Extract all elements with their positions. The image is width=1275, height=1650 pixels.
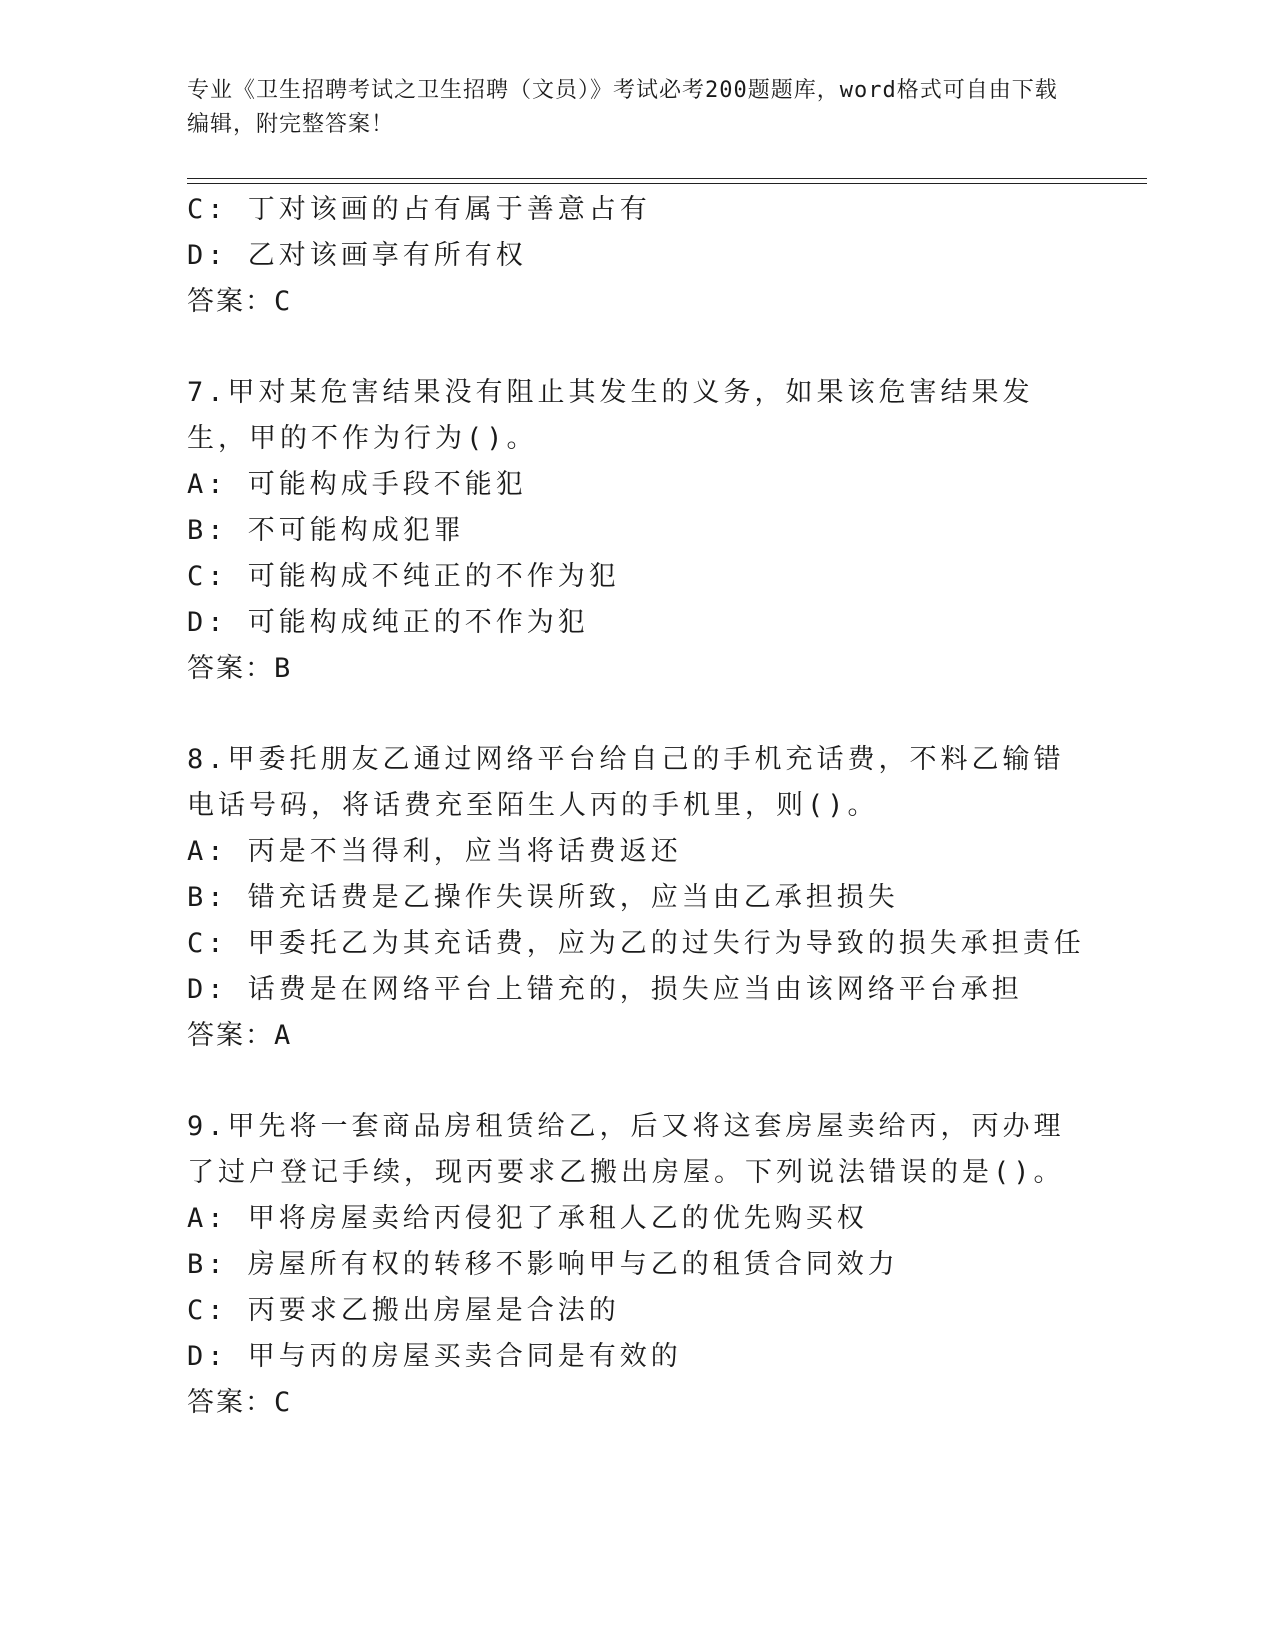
- question-block-8: [187, 737, 1087, 1059]
- option-d: D: 乙对该画享有所有权: [187, 240, 527, 271]
- question-block-9: [187, 1104, 1087, 1426]
- question-list: [187, 187, 1087, 1426]
- question-block-7: [187, 370, 1087, 692]
- option-c: C: 丙要求乙搬出房屋是合法的: [187, 1295, 620, 1326]
- option-b: B: 不可能构成犯罪: [187, 515, 465, 546]
- option-d: D: 话费是在网络平台上错充的，损失应当由该网络平台承担: [187, 974, 1023, 1005]
- answer-line: 答案：A: [187, 1020, 293, 1051]
- option-d: D: 甲与丙的房屋买卖合同是有效的: [187, 1341, 682, 1372]
- option-a: A: 可能构成手段不能犯: [187, 469, 527, 500]
- option-b: B: 错充话费是乙操作失误所致，应当由乙承担损失: [187, 882, 899, 913]
- option-c: C: 甲委托乙为其充话费，应为乙的过失行为导致的损失承担责任: [187, 928, 1085, 959]
- question-text: 8.甲委托朋友乙通过网络平台给自己的手机充话费，不料乙输错电话号码，将话费充至陌生人丙的手机里，则()。: [187, 744, 1065, 821]
- answer-line: 答案：C: [187, 1387, 293, 1418]
- answer-line: 答案：C: [187, 286, 293, 317]
- option-a: A: 丙是不当得利，应当将话费返还: [187, 836, 682, 867]
- document-header: 专业《卫生招聘考试之卫生招聘（文员）》考试必考200题题库，word格式可自由下载编辑，附完整答案！: [187, 78, 1058, 137]
- header-divider-bottom: [187, 183, 1147, 184]
- option-a: A: 甲将房屋卖给丙侵犯了承租人乙的优先购买权: [187, 1203, 868, 1234]
- option-c: C: 丁对该画的占有属于善意占有: [187, 194, 651, 225]
- question-text: 9.甲先将一套商品房租赁给乙，后又将这套房屋卖给丙，丙办理了过户登记手续，现丙要求乙搬出房屋。下列说法错误的是()。: [187, 1111, 1065, 1188]
- option-d: D: 可能构成纯正的不作为犯: [187, 607, 589, 638]
- option-b: B: 房屋所有权的转移不影响甲与乙的租赁合同效力: [187, 1249, 899, 1280]
- question-block-6-continued: [187, 187, 1087, 325]
- question-text: 7.甲对某危害结果没有阻止其发生的义务，如果该危害结果发生，甲的不作为行为()。: [187, 377, 1034, 454]
- answer-line: 答案：B: [187, 653, 293, 684]
- header-divider-top: [187, 178, 1147, 179]
- option-c: C: 可能构成不纯正的不作为犯: [187, 561, 620, 592]
